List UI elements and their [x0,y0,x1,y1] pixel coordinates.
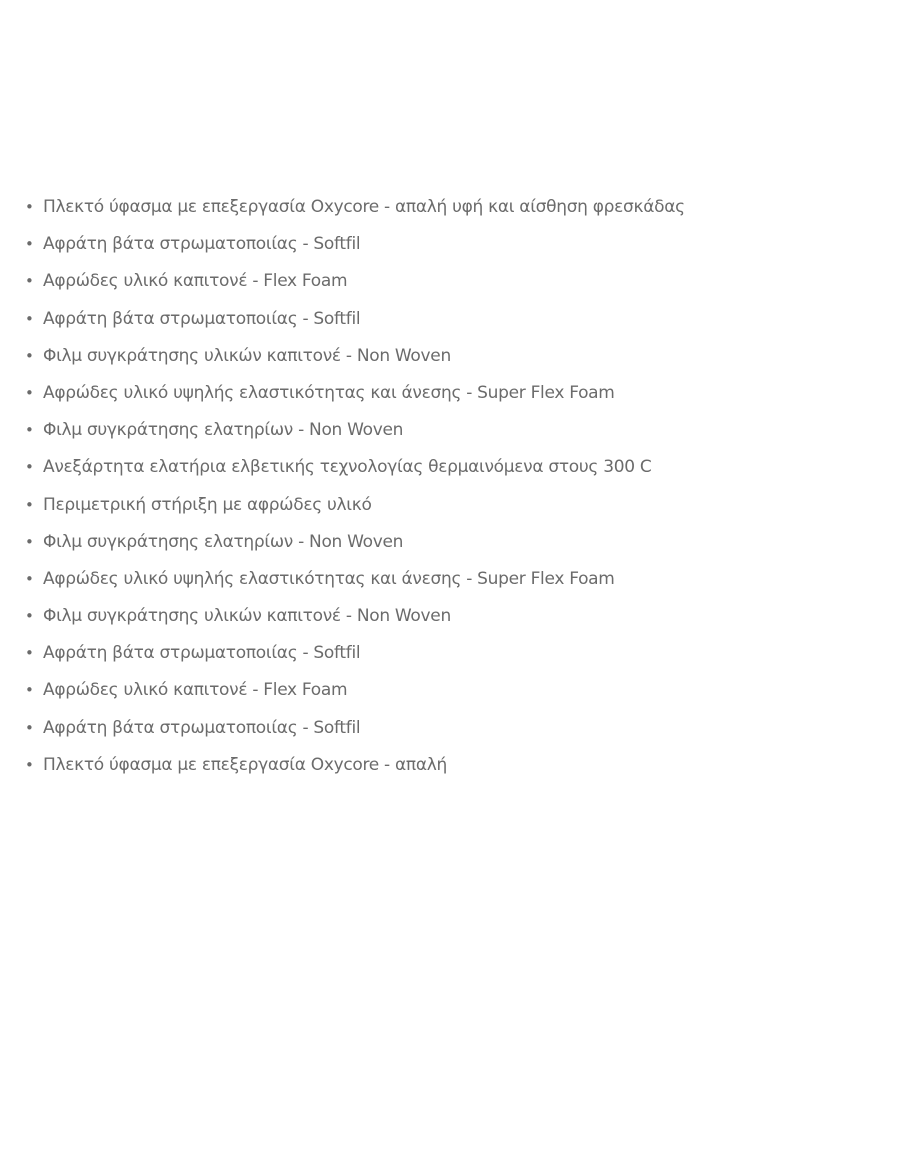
list-item [24,598,894,635]
list-item [24,672,894,709]
layer-label: Φιλμ συγκράτησης ελατηρίων - Non Woven [43,531,404,552]
bullet-icon: • [25,198,34,216]
bullet-icon: • [25,569,34,588]
layer-label: Αφρώδες υλικό υψηλής ελαστικότητας και άνεσης - Super Flex Foam [43,382,615,403]
layer-label: Πλεκτό ύφασμα με επεξεργασία Oxycore - απαλή υφή και αίσθηση φρεσκάδας [43,197,685,217]
layer-label: Φιλμ συγκράτησης ελατηρίων - Non Woven [43,420,404,441]
list-item [24,338,894,375]
list-item [24,412,894,449]
list-item [24,747,894,784]
layer-label: Αφράτη βάτα στρωματοποιίας - Softfil [43,717,361,738]
bullet-icon: • [25,495,34,514]
layer-label: Ανεξάρτητα ελατήρια ελβετικής τεχνολογίας θερμαινόμενα στους 300 C [43,457,652,478]
list-item [24,449,894,486]
list-item [24,487,894,524]
bullet-icon: • [25,755,34,774]
list-item [24,301,894,338]
list-item [24,263,894,300]
layer-label: Πλεκτό ύφασμα με επεξεργασία Oxycore - απαλή [43,754,447,775]
list-item [24,375,894,412]
bullet-icon: • [25,607,34,626]
bullet-icon: • [25,272,34,291]
list-item [24,226,894,263]
bullet-icon: • [25,458,34,477]
bullet-icon: • [25,532,34,551]
list-item [24,710,894,747]
list-item [24,561,894,598]
layer-label: Αφρώδες υλικό υψηλής ελαστικότητας και άνεσης - Super Flex Foam [43,568,615,589]
bullet-icon: • [25,383,34,402]
layer-label: Αφρώδες υλικό καπιτονέ - Flex Foam [43,271,348,292]
bullet-icon: • [25,718,34,737]
list-item [24,524,894,561]
layer-label: Φιλμ συγκράτησης υλικών καπιτονέ - Non Woven [43,345,451,366]
layer-label: Περιμετρική στήριξη με αφρώδες υλικό [43,494,372,515]
layer-label: Αφράτη βάτα στρωματοποιίας - Softfil [43,234,361,255]
bullet-icon: • [25,644,34,663]
bullet-icon: • [25,346,34,365]
bullet-icon: • [25,421,34,440]
list-item [24,635,894,672]
list-item [24,189,894,226]
layer-label: Αφράτη βάτα στρωματοποιίας - Softfil [43,643,361,664]
bullet-icon: • [25,681,34,700]
mattress-layers-list [24,189,894,784]
layer-label: Φιλμ συγκράτησης υλικών καπιτονέ - Non Woven [43,606,451,627]
bullet-icon: • [25,309,34,328]
layer-label: Αφρώδες υλικό καπιτονέ - Flex Foam [43,680,348,701]
bullet-icon: • [25,235,34,254]
layer-label: Αφράτη βάτα στρωματοποιίας - Softfil [43,308,361,329]
